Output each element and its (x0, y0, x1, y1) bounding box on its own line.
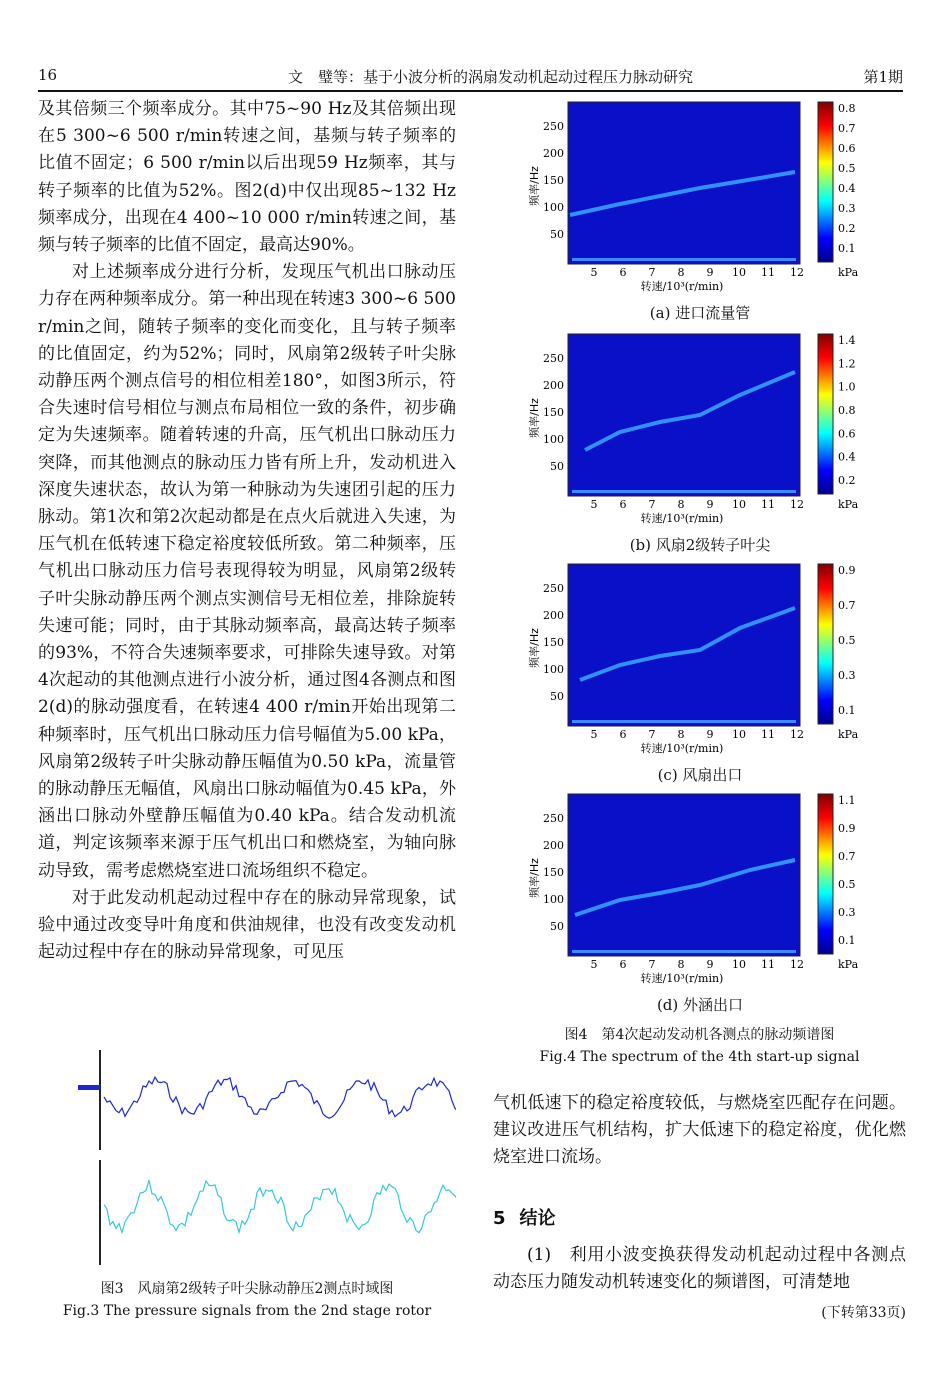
colorbar-tick-label: 1.1 (838, 794, 856, 807)
colorbar-unit: kPa (838, 728, 859, 741)
page-header (38, 60, 903, 88)
x-tick-label: 10 (732, 266, 746, 279)
paragraph: 对于此发动机起动过程中存在的脉动异常现象，试验中通过改变导叶角度和供油规律，也没有改变发动机起动过程中存在的脉动异常现象，可见压 (38, 887, 456, 963)
x-tick-label: 9 (706, 266, 714, 279)
colorbar-tick-label: 1.2 (838, 357, 856, 371)
y-tick-label: 250 (543, 582, 564, 595)
x-tick-label: 6 (619, 728, 627, 741)
colorbar-tick-label: 0.2 (838, 474, 856, 487)
colorbar-tick-label: 0.5 (838, 162, 856, 175)
x-tick-label: 10 (732, 728, 746, 741)
x-tick-label: 8 (677, 958, 685, 971)
x-tick-label: 9 (706, 728, 714, 741)
spectrum-panel (520, 330, 870, 558)
spectrum-plot (520, 790, 920, 990)
page-number: 16 (38, 66, 58, 84)
y-axis-label: 频率/Hz (528, 628, 541, 668)
y-tick-label: 150 (543, 406, 564, 419)
x-tick-label: 9 (706, 498, 714, 511)
colorbar-tick-label: 0.9 (838, 564, 856, 577)
colorbar-tick-label: 0.6 (838, 427, 856, 441)
spectrum-baseline (572, 720, 796, 723)
header-rule (38, 90, 903, 92)
x-tick-label: 12 (790, 498, 804, 511)
y-tick-label: 250 (543, 120, 564, 133)
fig4-caption-cn: 图4 第4次起动发动机各测点的脉动频谱图 (564, 1027, 835, 1043)
running-title: 文 璧等：基于小波分析的涡扇发动机起动过程压力脉动研究 (288, 68, 694, 86)
y-tick-label: 200 (543, 379, 564, 392)
x-tick-label: 12 (790, 728, 804, 741)
y-tick-label: 200 (543, 147, 564, 160)
spectrum-plot (520, 330, 920, 530)
x-tick-label: 6 (619, 266, 627, 279)
colorbar-tick-label: 0.7 (838, 122, 856, 135)
y-tick-label: 100 (543, 201, 564, 214)
right-column (493, 1090, 906, 1172)
colorbar-tick-label: 0.4 (838, 182, 856, 195)
spectrum-panel (520, 790, 870, 1018)
fig3-marker (78, 1085, 100, 1090)
colorbar-tick-label: 0.8 (838, 102, 856, 115)
spectrum-panel (520, 98, 870, 326)
x-tick-label: 5 (590, 958, 598, 971)
x-tick-label: 9 (706, 958, 714, 971)
x-tick-label: 7 (648, 498, 656, 511)
spectrum-field (568, 334, 800, 496)
x-tick-label: 11 (761, 728, 775, 741)
y-tick-label: 250 (543, 812, 564, 825)
paragraph: 气机低速下的稳定裕度较低，与燃烧室匹配存在问题。建议改进压气机结构，扩大低速下的稳定裕度，优化燃烧室进口流场。 (493, 1093, 906, 1168)
issue-label: 第1期 (863, 68, 903, 86)
fig3-trace-1 (104, 1077, 456, 1118)
y-tick-label: 200 (543, 609, 564, 622)
x-axis-label: 转速/10³(r/min) (640, 280, 724, 293)
y-tick-label: 100 (543, 893, 564, 906)
spectrum-plot (520, 98, 920, 298)
colorbar (818, 334, 833, 494)
continued-note: (下转第33页) (821, 1305, 906, 1321)
y-tick-label: 50 (550, 460, 564, 473)
y-tick-label: 150 (543, 636, 564, 649)
colorbar-tick-label: 1.0 (838, 380, 856, 394)
x-tick-label: 11 (761, 498, 775, 511)
x-tick-label: 12 (790, 958, 804, 971)
spectrum-field (568, 102, 800, 264)
colorbar-tick-label: 0.6 (838, 142, 856, 155)
y-tick-label: 50 (550, 920, 564, 933)
fig3-caption-en: Fig.3 The pressure signals from the 2nd stage rotor (62, 1303, 432, 1319)
x-tick-label: 7 (648, 266, 656, 279)
fig3-trace-2 (104, 1180, 456, 1232)
colorbar-tick-label: 0.9 (838, 822, 856, 835)
colorbar-tick-label: 0.1 (838, 704, 856, 717)
spectrum-baseline (572, 490, 796, 493)
y-tick-label: 150 (543, 866, 564, 879)
y-tick-label: 200 (543, 839, 564, 852)
y-axis-label: 频率/Hz (528, 858, 541, 898)
panel-label: (b) 风扇2级转子叶尖 (629, 536, 771, 554)
x-tick-label: 10 (732, 958, 746, 971)
colorbar-tick-label: 0.2 (838, 222, 856, 235)
y-tick-label: 100 (543, 663, 564, 676)
panel-label: (d) 外涵出口 (656, 996, 744, 1014)
spectrum-baseline (572, 258, 796, 261)
colorbar-tick-label: 0.7 (838, 599, 856, 612)
x-axis-label: 转速/10³(r/min) (640, 972, 724, 985)
spectrum-panel (520, 560, 870, 788)
panel-label: (c) 风扇出口 (657, 766, 743, 784)
colorbar (818, 102, 833, 262)
colorbar-unit: kPa (838, 266, 859, 279)
x-tick-label: 5 (590, 498, 598, 511)
colorbar-tick-label: 0.3 (838, 202, 856, 215)
y-axis-label: 频率/Hz (528, 398, 541, 438)
spectrum-field (568, 794, 800, 956)
y-tick-label: 100 (543, 433, 564, 446)
spectrum-plot (520, 560, 920, 760)
colorbar-tick-label: 0.4 (838, 450, 856, 464)
x-tick-label: 5 (590, 266, 598, 279)
paragraph: 及其倍频三个频率成分。其中75~90 Hz及其倍频出现在5 300~6 500 r/min转速之间，基频与转子频率的比值不固定；6 500 r/min以后出现59 Hz频率，其与转子频率的比值为52%。图2(d)中仅出现85~132 Hz频率成分，出现在4 400~10 000 r/min转速之间，基频与转子频率的比值不固定，最高达90%。 (38, 99, 456, 256)
colorbar-tick-label: 0.3 (838, 906, 856, 919)
x-tick-label: 11 (761, 266, 775, 279)
y-tick-label: 50 (550, 690, 564, 703)
colorbar-tick-label: 0.8 (838, 404, 856, 417)
x-axis-label: 转速/10³(r/min) (640, 742, 724, 755)
x-tick-label: 10 (732, 498, 746, 511)
colorbar-tick-label: 0.1 (838, 934, 856, 947)
fig4-caption-en: Fig.4 The spectrum of the 4th start-up signal (539, 1049, 860, 1065)
figure-3 (38, 1045, 456, 1319)
y-tick-label: 50 (550, 228, 564, 241)
paragraph: (1) 利用小波变换获得发动机起动过程中各测点动态压力随发动机转速变化的频谱图，可清楚地 (493, 1245, 906, 1293)
colorbar-tick-label: 0.3 (838, 669, 856, 682)
x-tick-label: 8 (677, 728, 685, 741)
colorbar-tick-label: 0.7 (838, 850, 856, 863)
spectrum-baseline (572, 950, 796, 953)
y-axis-label: 频率/Hz (528, 166, 541, 206)
spectrum-field (568, 564, 800, 726)
x-tick-label: 7 (648, 728, 656, 741)
fig3-plot (38, 1045, 456, 1275)
section-title: 结论 (519, 1208, 556, 1229)
colorbar-tick-label: 0.1 (838, 242, 856, 255)
colorbar-tick-label: 0.5 (838, 634, 856, 647)
panel-label: (a) 进口流量管 (649, 304, 751, 322)
x-axis-label: 转速/10³(r/min) (640, 512, 724, 525)
x-tick-label: 6 (619, 958, 627, 971)
x-tick-label: 6 (619, 498, 627, 511)
y-tick-label: 250 (543, 352, 564, 365)
x-tick-label: 12 (790, 266, 804, 279)
paragraph: 对上述频率成分进行分析，发现压气机出口脉动压力存在两种频率成分。第一种出现在转速3 300~6 500 r/min之间，随转子频率的变化而变化，且与转子频率的比值固定，约为52%；同时，风扇第2级转子叶尖脉动静压两个测点信号的相位相差180°，如图3所示，符合失速时信号相位与测点布局相位一致的条件，初步确定为失速频率。随着转速的升高，压气机出口脉动压力突降，而其他测点的脉动压力皆有所上升，发动机进入深度失速状态，故认为第一种脉动为失速团引起的压力脉动。第1次和第2次起动都是在点火后就进入失速，为压气机在低转速下稳定裕度较低所致。第二种频率，压气机出口脉动压力信号表现得较为明显，风扇第2级转子叶尖脉动静压两个测点实测信号无相位差，排除旋转失速可能；同时，由于其脉动频率高，最高达转子频率的93%，不符合失速频率要求，可排除失速导致。对第4次起动的其他测点进行小波分析，通过图4各测点和图2(d)的脉动强度看，在转速4 400 r/min开始出现第二种频率时，压气机出口脉动压力信号幅值为5.00 kPa，风扇第2级转子叶尖脉动静压幅值为0.50 kPa，流量管的脉动静压无幅值，风扇出口脉动幅值为0.45 kPa，外涵出口脉动外壁静压幅值为0.40 kPa。结合发动机流道，判定该频率来源于压气机出口和燃烧室，为轴向脉动导致，需考虑燃烧室进口流场组织不稳定。 (38, 262, 456, 881)
colorbar-unit: kPa (838, 498, 859, 511)
x-tick-label: 8 (677, 266, 685, 279)
colorbar-tick-label: 1.4 (838, 334, 856, 347)
section-heading (493, 1204, 570, 1230)
section-number: 5 (493, 1208, 506, 1229)
y-tick-label: 150 (543, 174, 564, 187)
fig3-caption-cn: 图3 风扇第2级转子叶尖脉动静压2测点时域图 (100, 1281, 394, 1297)
colorbar-tick-label: 0.5 (838, 878, 856, 891)
colorbar-unit: kPa (838, 958, 859, 971)
x-tick-label: 11 (761, 958, 775, 971)
left-column (38, 96, 456, 967)
x-tick-label: 8 (677, 498, 685, 511)
x-tick-label: 5 (590, 728, 598, 741)
x-tick-label: 7 (648, 958, 656, 971)
colorbar (818, 794, 833, 954)
conclusion-column (493, 1242, 906, 1296)
colorbar (818, 564, 833, 724)
